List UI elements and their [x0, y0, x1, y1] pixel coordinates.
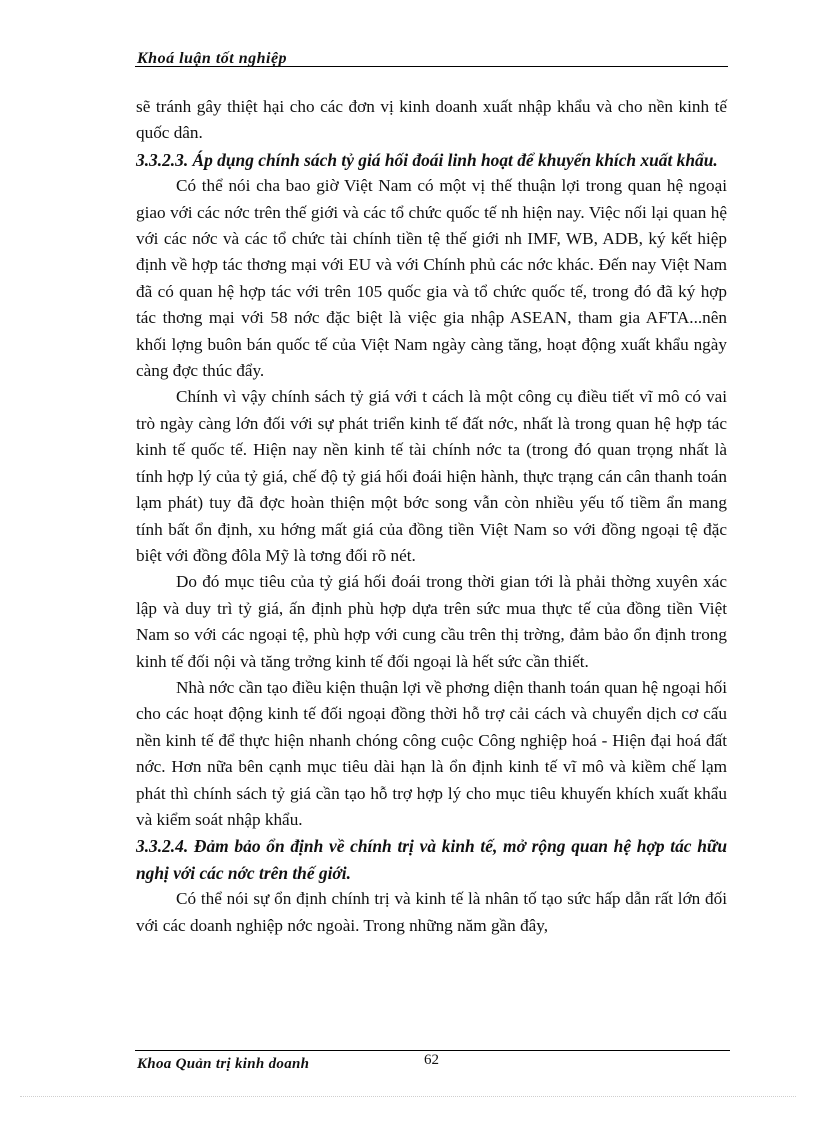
page-footer [135, 1050, 730, 1072]
paragraph-foreign-relations: Có thể nói cha bao giờ Việt Nam có một vị thế thuận lợi trong quan hệ ngoại giao với các nớc trên thế giới và các tổ chức quốc tế nh hiện nay. Việc nối lại quan hệ với các nớc và các tổ chức tài chính tiền tệ thế giới nh IMF, WB, ADB, ký kết hiệp định về hợp tác thơng mại với EU và với Chính phủ các nớc khác. Đến nay Việt Nam đã có quan hệ hợp tác với trên 105 quốc gia và tổ chức quốc tế, trong đó đã ký hợp tác thơng mại với 58 nớc đặc biệt là việc gia nhập ASEAN, tham gia AFTA...nên khối lợng buôn bán quốc tế của Việt Nam ngày càng tăng, hoạt động xuất khẩu ngày càng đợc thúc đẩy. [136, 176, 727, 381]
paragraph-state-support: Nhà nớc cần tạo điều kiện thuận lợi về phơng diện thanh toán quan hệ ngoại hối cho các hoạt động kinh tế đối ngoại đồng thời hỗ trợ cải cách và chuyển dịch cơ cấu nền kinh tế để thực hiện nhanh chóng công cuộc Công nghiệp hoá - Hiện đại hoá đất nớc. Hơn nữa bên cạnh mục tiêu dài hạn là ổn định kinh tế vĩ mô và kiềm chế lạm phát thì chính sách tỷ giá cần tạo hỗ trợ hợp lý cho mục tiêu khuyến khích xuất khẩu và kiểm soát nhập khẩu. [136, 677, 727, 829]
footer-title: Khoa Quản trị kinh doanh [137, 1056, 310, 1072]
page-number: 62 [424, 1052, 439, 1068]
section-heading-3-3-2-3: 3.3.2.3. Áp dụng chính sách tỷ giá hối đoái linh hoạt để khuyến khích xuất khẩu. [136, 149, 718, 170]
paragraph-continuation: sẽ tránh gây thiệt hại cho các đơn vị kinh doanh xuất nhập khẩu và cho nền kinh tế quốc dân. [136, 97, 727, 143]
page-bottom-divider [20, 1096, 796, 1097]
paragraph-exchange-rate-goal: Do đó mục tiêu của tỷ giá hối đoái trong thời gian tới là phải thờng xuyên xác lập và duy trì tỷ giá, ấn định phù hợp dựa trên sức mua thực tế của đồng tiền Việt Nam so với các ngoại tệ, phù hợp với cung cầu trên thị trờng, đảm bảo ổn định trong kinh tế đối nội và tăng trởng kinh tế đối ngoại là hết sức cần thiết. [136, 572, 727, 671]
section-heading-3-3-2-4: 3.3.2.4. Đảm bảo ổn định về chính trị và kinh tế, mở rộng quan hệ hợp tác hữu nghị với các nớc trên thế giới. [136, 836, 727, 883]
document-body [136, 94, 727, 939]
header-title: Khoá luận tốt nghiệp [137, 50, 288, 67]
paragraph-exchange-rate-policy: Chính vì vậy chính sách tỷ giá với t cách là một công cụ điều tiết vĩ mô có vai trò ngày càng lớn đối với sự phát triển kinh tế đất nớc, nhất là trong quan hệ hợp tác kinh tế quốc tế. Hiện nay nền kinh tế tài chính nớc ta (trong đó quan trọng nhất là tính hợp lý của tỷ giá, chế độ tỷ giá hối đoái hiện hành, thực trạng cán cân thanh toán lạm phát) tuy đã đợc hoàn thiện một bớc song vẫn còn nhiều yếu tố tiềm ẩn mang tính bất ổn định, xu hớng mất giá của đồng tiền Việt Nam so với đồng ngoại tệ đặc biệt với đồng đôla Mỹ là tơng đối rõ nét. [136, 387, 727, 565]
paragraph-political-stability: Có thể nói sự ổn định chính trị và kinh tế là nhân tố tạo sức hấp dẫn rất lớn đối với các doanh nghiệp nớc ngoài. Trong những năm gần đây, [136, 889, 727, 935]
page-header [135, 44, 728, 67]
